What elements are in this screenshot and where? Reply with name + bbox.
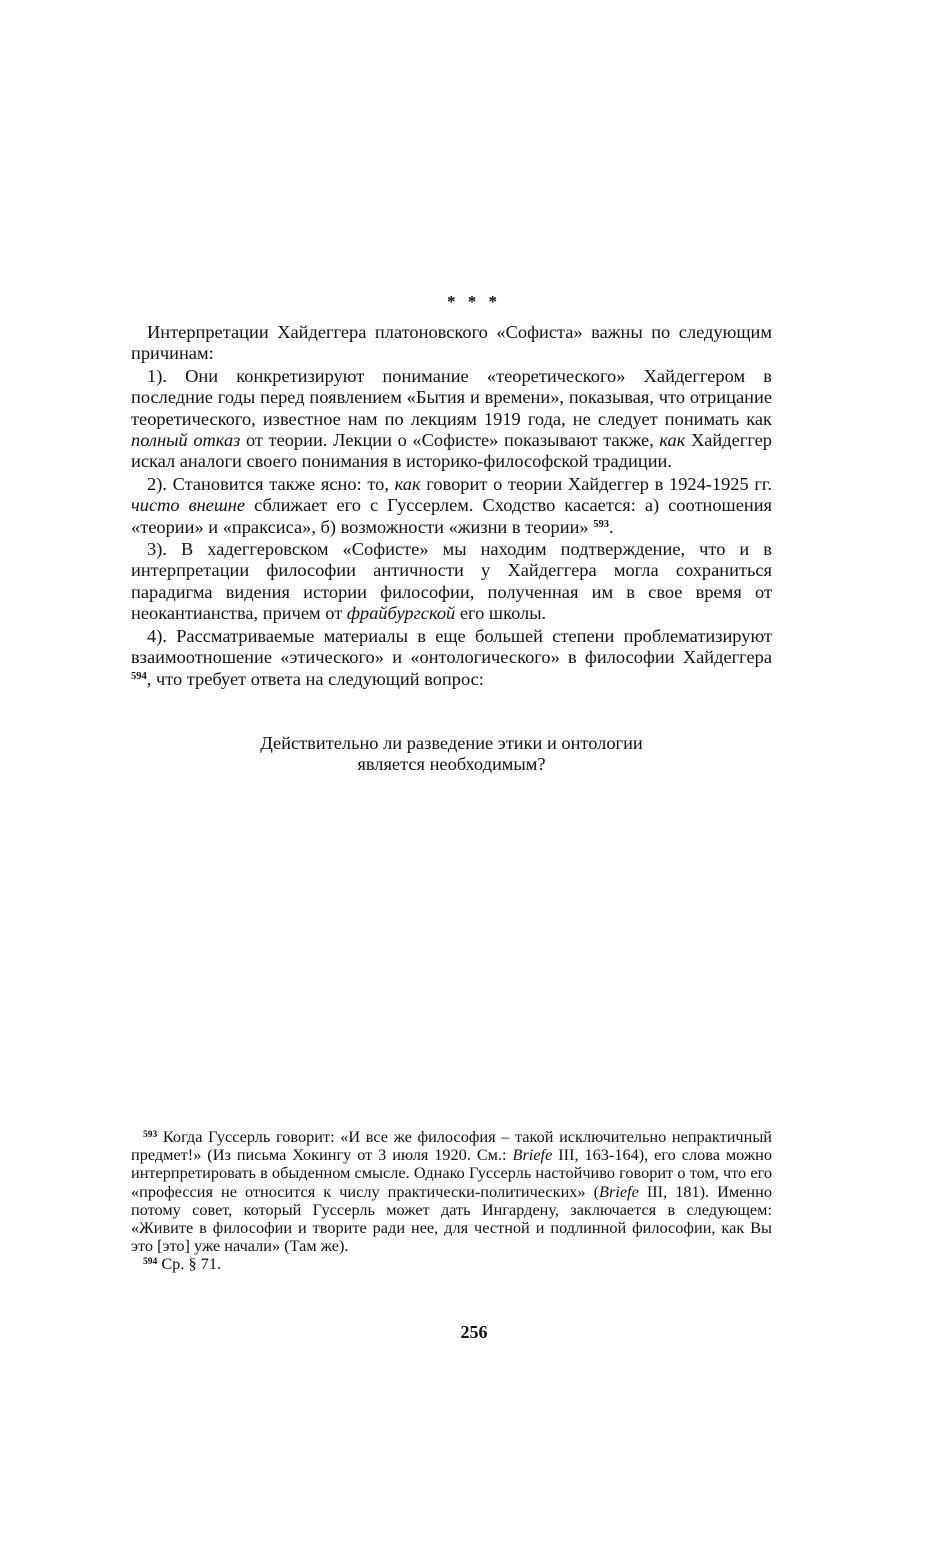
- footnote-593-emphasis-1: Briefe: [512, 1145, 553, 1165]
- footnote-594-text: Ср. § 71.: [157, 1254, 222, 1274]
- question-line-2: является необходимым?: [357, 754, 546, 774]
- point-4-text-b: , что требует ответа на следующий вопрос:: [146, 668, 484, 689]
- body-text: [131, 322, 772, 690]
- footnote-number-594: 594: [143, 1257, 158, 1268]
- point-1-text-c: Хайдеггер искал аналоги своего понимания в историко-философской традиции.: [131, 430, 772, 472]
- footnote-593-text-b: III, 163-164), его слова можно интерпретировать в обыденном смысле. Однако Гуссерль настойчиво говорит о том, что его «профессия не относится к числу практически-политических» (: [131, 1145, 773, 1201]
- point-3-paragraph: [131, 539, 772, 625]
- point-1-paragraph: [131, 366, 772, 473]
- point-4-paragraph: [131, 626, 772, 690]
- point-1-text-a: 1). Они конкретизируют понимание «теоретического» Хайдеггером в последние годы перед появлением «Бытия и времени», показывая, что отрицание теоретического, известное нам по лекциям 1919 года, не следует понимать как: [131, 365, 772, 429]
- page-number: 256: [460, 1322, 488, 1342]
- point-3-emphasis-1: фрайбургской: [346, 603, 456, 624]
- point-3-text-b: его школы.: [455, 603, 547, 624]
- footnote-ref-593[interactable]: 593: [593, 518, 609, 530]
- point-2-text-a: 2). Становится также ясно: то,: [147, 473, 395, 494]
- footnote-593-emphasis-2: Briefe: [599, 1181, 639, 1201]
- footnotes: [131, 1128, 772, 1274]
- point-3-text-a: 3). В хадеггеровском «Софисте» мы находим подтверждение, что и в интерпретации философии античности у Хайдеггера могла сохраниться парадигма видения истории философии, полученная им в свое время от неокантианства, причем от: [131, 539, 772, 624]
- footnote-594: [131, 1255, 772, 1273]
- point-2-emphasis-1: как: [394, 473, 421, 494]
- point-4-text-a: 4). Рассматриваемые материалы в еще большей степени проблематизируют взаимоотношение «этического» и «онтологического» в философии Хайдеггера: [131, 625, 772, 668]
- footnote-593-text-a: Когда Гуссерль говорит: «И все же философия – такой исключительно непрактичный предмет!» (Из письма Хокингу от 3 июля 1920. См.:: [131, 1127, 772, 1165]
- point-1-emphasis-2: как: [659, 430, 686, 451]
- footnote-593-text-c: III, 181). Именно потому совет, который Гуссерль может дать Ингардену, заключается в следующем: «Живите в философии и творите ради нее, для честной и подлинной философии, как Вы это [это] уже начали» (Там же).: [131, 1181, 772, 1256]
- point-2-paragraph: [131, 474, 772, 538]
- point-1-text-b: от теории. Лекции о «Софисте» показывают также,: [240, 430, 660, 451]
- intro-paragraph: Интерпретации Хайдеггера платоновского «Софиста» важны по следующим причинам:: [131, 322, 772, 364]
- point-2-emphasis-2: чисто внешне: [131, 495, 246, 516]
- point-2-text-d: .: [608, 516, 614, 537]
- point-1-emphasis-1: полный отказ: [131, 430, 241, 451]
- point-2-text-c: сближает его с Гуссерлем. Сходство касается: а) соотношения «теории» и «праксиса», б) возможности «жизни в теории»: [131, 495, 772, 537]
- footnote-593: [131, 1128, 772, 1255]
- central-question: [131, 733, 772, 775]
- footnote-number-593: 593: [143, 1130, 158, 1140]
- footnote-ref-594[interactable]: 594: [131, 670, 147, 682]
- section-separator: * * *: [447, 292, 501, 311]
- question-line-1: Действительно ли разведение этики и онтологии: [260, 733, 643, 753]
- point-2-text-b: говорит о теории Хайдеггер в 1924-1925 гг.: [420, 473, 772, 494]
